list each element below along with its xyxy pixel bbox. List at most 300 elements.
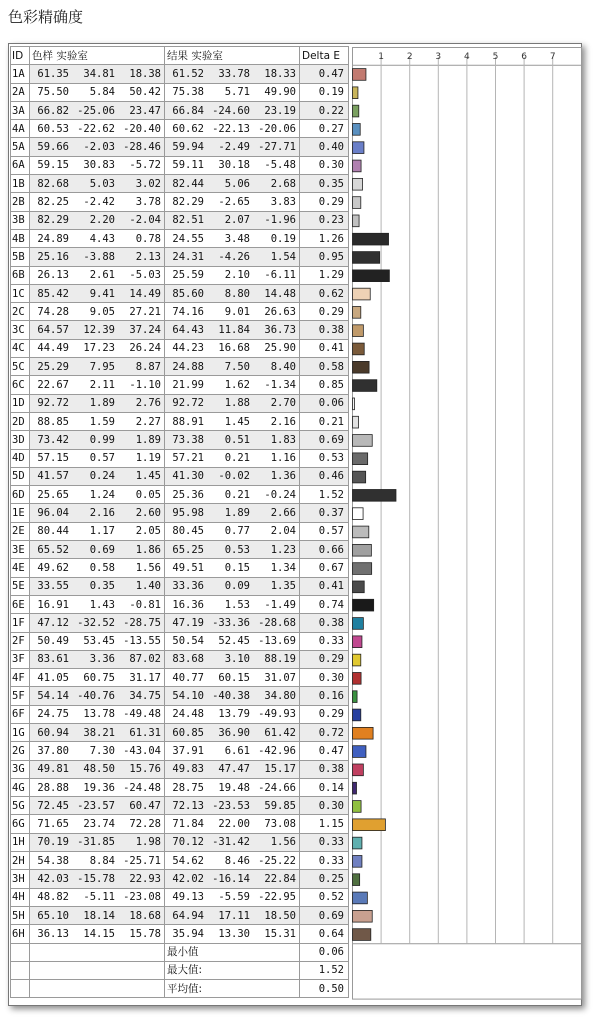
sample-lab-value: -5.11: [83, 891, 115, 904]
result-lab-value: 23.19: [264, 104, 296, 117]
row-sample-lab: [30, 522, 165, 540]
x-tick-label: 5: [492, 52, 499, 62]
result-lab-value: 17.11: [218, 909, 250, 922]
row-delta-e: 0.33: [300, 852, 349, 870]
bar-5H: [353, 910, 373, 922]
row-sample-lab: [30, 321, 165, 339]
result-lab-value: -13.69: [258, 635, 296, 648]
sample-lab-value: 60.47: [129, 799, 161, 812]
row-sample-lab: [30, 229, 165, 247]
row-result-lab: [165, 577, 300, 595]
result-lab-value: -22.95: [258, 891, 296, 904]
row-id: 6D: [11, 486, 30, 504]
row-delta-e: 0.06: [300, 394, 349, 412]
row-id: 3G: [11, 760, 30, 778]
row-delta-e: 0.27: [300, 120, 349, 138]
row-id: 1G: [11, 723, 30, 741]
table-row: [11, 467, 349, 485]
row-sample-lab: [30, 266, 165, 284]
result-lab-value: -24.66: [258, 781, 296, 794]
header-sample-lab: 色样 实验室: [30, 47, 165, 65]
table-row: [11, 577, 349, 595]
row-result-lab: [165, 559, 300, 577]
result-lab-value: -5.59: [218, 891, 250, 904]
result-lab-value: -20.06: [258, 122, 296, 135]
sample-lab-value: 49.81: [37, 763, 69, 776]
table-row: [11, 687, 349, 705]
sample-lab-value: 12.39: [83, 324, 115, 337]
bar-5B: [353, 252, 380, 264]
row-result-lab: [165, 760, 300, 778]
result-lab-value: 64.43: [172, 324, 204, 337]
row-id: 4G: [11, 778, 30, 796]
x-tick-label: 7: [549, 52, 556, 62]
table-row: [11, 650, 349, 668]
sample-lab-value: 48.50: [83, 763, 115, 776]
sample-lab-value: -25.71: [123, 854, 161, 867]
result-lab-value: 1.56: [270, 836, 296, 849]
row-id: 4A: [11, 120, 30, 138]
row-sample-lab: [30, 101, 165, 119]
row-delta-e: 0.38: [300, 760, 349, 778]
sample-lab-value: 4.43: [89, 232, 115, 245]
sample-lab-value: 0.99: [89, 433, 115, 446]
row-id: 3H: [11, 870, 30, 888]
row-sample-lab: [30, 669, 165, 687]
row-id: 2B: [11, 193, 30, 211]
sample-lab-value: 2.11: [89, 378, 115, 391]
row-result-lab: [165, 870, 300, 888]
row-id: 1C: [11, 284, 30, 302]
bar-4E: [353, 563, 372, 575]
result-lab-value: 2.70: [270, 397, 296, 410]
sample-lab-value: 54.14: [37, 690, 69, 703]
result-lab-value: 9.01: [224, 305, 250, 318]
bar-6C: [353, 380, 377, 392]
row-delta-e: 0.85: [300, 376, 349, 394]
row-id: 3D: [11, 431, 30, 449]
row-sample-lab: [30, 211, 165, 229]
result-lab-value: 33.36: [172, 580, 204, 593]
result-lab-value: 21.99: [172, 378, 204, 391]
row-id: 2E: [11, 522, 30, 540]
sample-lab-value: 61.31: [129, 726, 161, 739]
row-id: 4D: [11, 449, 30, 467]
result-lab-value: 3.83: [270, 196, 296, 209]
result-lab-value: 83.68: [172, 653, 204, 666]
sample-lab-value: 0.78: [135, 232, 161, 245]
sample-lab-value: 65.10: [37, 909, 69, 922]
sample-lab-value: 71.65: [37, 818, 69, 831]
sample-lab-value: -40.76: [77, 690, 115, 703]
sample-lab-value: 82.29: [37, 214, 69, 227]
sample-lab-value: 1.43: [89, 598, 115, 611]
row-id: 2C: [11, 303, 30, 321]
sample-lab-value: 2.16: [89, 507, 115, 520]
sample-lab-value: 57.15: [37, 452, 69, 465]
row-result-lab: [165, 778, 300, 796]
table-row: [11, 449, 349, 467]
row-id: 2D: [11, 412, 30, 430]
row-delta-e: 0.47: [300, 65, 349, 83]
row-id: 3F: [11, 650, 30, 668]
header-result-lab: 结果 实验室: [165, 47, 300, 65]
row-id: 1A: [11, 65, 30, 83]
sample-lab-value: 22.67: [37, 378, 69, 391]
result-lab-value: 54.10: [172, 690, 204, 703]
result-lab-value: 40.77: [172, 671, 204, 684]
sample-lab-value: 48.82: [37, 891, 69, 904]
row-delta-e: 0.23: [300, 211, 349, 229]
result-lab-value: 11.84: [218, 324, 250, 337]
sample-lab-value: -20.40: [123, 122, 161, 135]
result-lab-value: 49.13: [172, 891, 204, 904]
row-result-lab: [165, 101, 300, 119]
result-lab-value: 0.21: [224, 488, 250, 501]
row-result-lab: [165, 339, 300, 357]
result-lab-value: 47.19: [172, 616, 204, 629]
result-lab-value: 8.46: [224, 854, 250, 867]
sample-lab-value: 37.80: [37, 744, 69, 757]
sample-lab-value: 44.49: [37, 342, 69, 355]
table-row: [11, 669, 349, 687]
result-lab-value: 24.88: [172, 360, 204, 373]
sample-lab-value: 8.87: [135, 360, 161, 373]
table-row: [11, 412, 349, 430]
row-sample-lab: [30, 376, 165, 394]
sample-lab-value: -28.75: [123, 616, 161, 629]
result-lab-value: 8.80: [224, 287, 250, 300]
table-row: [11, 705, 349, 723]
bar-4D: [353, 453, 368, 465]
row-id: 6F: [11, 705, 30, 723]
row-delta-e: 0.30: [300, 669, 349, 687]
sample-lab-value: 82.68: [37, 177, 69, 190]
bar-2E: [353, 526, 369, 538]
row-result-lab: [165, 303, 300, 321]
row-sample-lab: [30, 467, 165, 485]
result-lab-value: 1.23: [270, 543, 296, 556]
table-row: [11, 723, 349, 741]
summary-empty: [30, 980, 165, 998]
sample-lab-value: 61.35: [37, 67, 69, 80]
row-delta-e: 0.66: [300, 541, 349, 559]
row-delta-e: 0.37: [300, 504, 349, 522]
table-row: [11, 797, 349, 815]
table-row: [11, 211, 349, 229]
row-result-lab: [165, 669, 300, 687]
result-lab-value: -6.11: [264, 269, 296, 282]
table-row: [11, 193, 349, 211]
row-result-lab: [165, 888, 300, 906]
result-lab-value: 49.90: [264, 86, 296, 99]
table-row: [11, 595, 349, 613]
row-sample-lab: [30, 486, 165, 504]
header-id: ID: [11, 47, 30, 65]
row-sample-lab: [30, 83, 165, 101]
sample-lab-value: -2.42: [83, 196, 115, 209]
row-sample-lab: [30, 925, 165, 943]
sample-lab-value: 75.50: [37, 86, 69, 99]
sample-lab-value: 2.13: [135, 250, 161, 263]
row-sample-lab: [30, 577, 165, 595]
row-id: 1E: [11, 504, 30, 522]
sample-lab-value: 53.45: [83, 635, 115, 648]
row-id: 5A: [11, 138, 30, 156]
row-id: 5C: [11, 358, 30, 376]
row-result-lab: [165, 742, 300, 760]
result-lab-value: -49.93: [258, 708, 296, 721]
result-lab-value: 1.16: [270, 452, 296, 465]
result-lab-value: -0.02: [218, 470, 250, 483]
row-result-lab: [165, 266, 300, 284]
result-lab-value: 2.66: [270, 507, 296, 520]
result-lab-value: 36.90: [218, 726, 250, 739]
table-row: [11, 175, 349, 193]
result-lab-value: -22.13: [212, 122, 250, 135]
bar-6H: [353, 929, 371, 941]
result-lab-value: 28.75: [172, 781, 204, 794]
x-tick-label: 1: [378, 52, 384, 62]
row-result-lab: [165, 595, 300, 613]
table-row: [11, 248, 349, 266]
sample-lab-value: 23.47: [129, 104, 161, 117]
table-row: [11, 284, 349, 302]
result-lab-value: -2.65: [218, 196, 250, 209]
summary-value: 0.06: [300, 943, 349, 961]
row-sample-lab: [30, 687, 165, 705]
result-lab-value: 25.36: [172, 488, 204, 501]
result-lab-value: 5.06: [224, 177, 250, 190]
row-result-lab: [165, 705, 300, 723]
row-result-lab: [165, 723, 300, 741]
table-row: [11, 614, 349, 632]
row-delta-e: 0.58: [300, 358, 349, 376]
table-row: [11, 906, 349, 924]
summary-value: 0.50: [300, 980, 349, 998]
sample-lab-value: -49.48: [123, 708, 161, 721]
row-delta-e: 0.62: [300, 284, 349, 302]
result-lab-value: 24.31: [172, 250, 204, 263]
result-lab-value: 0.21: [224, 452, 250, 465]
row-sample-lab: [30, 412, 165, 430]
sample-lab-value: 59.66: [37, 141, 69, 154]
sample-lab-value: 25.16: [37, 250, 69, 263]
sample-lab-value: 16.91: [37, 598, 69, 611]
row-result-lab: [165, 65, 300, 83]
result-lab-value: -40.38: [212, 690, 250, 703]
result-lab-value: 65.25: [172, 543, 204, 556]
bar-4G: [353, 782, 357, 794]
table-row: [11, 870, 349, 888]
sample-lab-value: 36.13: [37, 927, 69, 940]
sample-lab-value: 24.75: [37, 708, 69, 721]
sample-lab-value: 60.94: [37, 726, 69, 739]
x-tick-label: 2: [406, 52, 413, 62]
sample-lab-value: 2.60: [135, 507, 161, 520]
row-sample-lab: [30, 815, 165, 833]
sample-lab-value: 47.12: [37, 616, 69, 629]
result-lab-value: 73.08: [264, 818, 296, 831]
row-result-lab: [165, 906, 300, 924]
row-sample-lab: [30, 870, 165, 888]
row-sample-lab: [30, 541, 165, 559]
row-delta-e: 0.69: [300, 431, 349, 449]
row-id: 5H: [11, 906, 30, 924]
result-lab-value: 82.44: [172, 177, 204, 190]
bar-3A: [353, 105, 359, 117]
result-lab-value: 0.19: [270, 232, 296, 245]
sample-lab-value: -0.81: [129, 598, 161, 611]
row-id: 5G: [11, 797, 30, 815]
summary-empty: [30, 961, 165, 979]
bar-1G: [353, 727, 374, 739]
result-lab-value: 16.68: [218, 342, 250, 355]
result-lab-value: 2.07: [224, 214, 250, 227]
sample-lab-value: 1.89: [135, 433, 161, 446]
result-lab-value: -25.22: [258, 854, 296, 867]
sample-lab-value: -31.85: [77, 836, 115, 849]
row-delta-e: 1.26: [300, 229, 349, 247]
bar-3D: [353, 435, 373, 447]
sample-lab-value: 2.27: [135, 415, 161, 428]
sample-lab-value: 0.58: [89, 561, 115, 574]
result-lab-value: 24.55: [172, 232, 204, 245]
table-row: [11, 632, 349, 650]
result-lab-value: -27.71: [258, 141, 296, 154]
result-lab-value: -1.49: [264, 598, 296, 611]
bar-3H: [353, 874, 360, 886]
sample-lab-value: 2.61: [89, 269, 115, 282]
bar-3E: [353, 544, 372, 556]
sample-lab-value: 50.42: [129, 86, 161, 99]
result-lab-value: 61.52: [172, 67, 204, 80]
summary-label: 最小值: [165, 943, 300, 961]
result-lab-value: 33.78: [218, 67, 250, 80]
result-lab-value: 19.48: [218, 781, 250, 794]
row-result-lab: [165, 412, 300, 430]
sample-lab-value: 0.35: [89, 580, 115, 593]
row-sample-lab: [30, 175, 165, 193]
bar-5C: [353, 361, 370, 373]
row-delta-e: 0.52: [300, 888, 349, 906]
sample-lab-value: 9.41: [89, 287, 115, 300]
result-lab-value: 0.53: [224, 543, 250, 556]
row-sample-lab: [30, 193, 165, 211]
row-id: 1F: [11, 614, 30, 632]
row-id: 4E: [11, 559, 30, 577]
table-header-row: [11, 47, 349, 65]
row-id: 1H: [11, 833, 30, 851]
result-lab-value: 0.09: [224, 580, 250, 593]
row-result-lab: [165, 504, 300, 522]
table-row: [11, 486, 349, 504]
row-delta-e: 0.41: [300, 577, 349, 595]
sample-lab-value: 30.83: [83, 159, 115, 172]
row-delta-e: 0.29: [300, 705, 349, 723]
sample-lab-value: 2.76: [135, 397, 161, 410]
sample-lab-value: 22.93: [129, 873, 161, 885]
sample-lab-value: 28.88: [37, 781, 69, 794]
summary-row: [11, 943, 349, 961]
row-result-lab: [165, 522, 300, 540]
sample-lab-value: 24.89: [37, 232, 69, 245]
sample-lab-value: 1.86: [135, 543, 161, 556]
bar-3F: [353, 654, 361, 666]
row-sample-lab: [30, 760, 165, 778]
row-sample-lab: [30, 248, 165, 266]
row-id: 5F: [11, 687, 30, 705]
result-lab-value: 14.48: [264, 287, 296, 300]
result-lab-value: 88.91: [172, 415, 204, 428]
sample-lab-value: 60.53: [37, 122, 69, 135]
sample-lab-value: 1.56: [135, 561, 161, 574]
result-lab-value: 24.48: [172, 708, 204, 721]
sample-lab-value: 17.23: [83, 342, 115, 355]
row-sample-lab: [30, 632, 165, 650]
delta-e-bar-chart: [352, 47, 583, 1005]
bar-3B: [353, 215, 360, 227]
sample-lab-value: 66.82: [37, 104, 69, 117]
sample-lab-value: 65.52: [37, 543, 69, 556]
sample-lab-value: -5.72: [129, 159, 161, 172]
table-row: [11, 431, 349, 449]
table-row: [11, 83, 349, 101]
sample-lab-value: 15.76: [129, 763, 161, 776]
row-id: 3B: [11, 211, 30, 229]
row-id: 1B: [11, 175, 30, 193]
summary-empty: [30, 943, 165, 961]
result-lab-value: 59.94: [172, 141, 204, 154]
sample-lab-value: 5.84: [89, 86, 115, 99]
row-delta-e: 0.40: [300, 138, 349, 156]
bar-4B: [353, 233, 389, 245]
row-delta-e: 0.22: [300, 101, 349, 119]
result-lab-value: -16.14: [212, 873, 250, 885]
sample-lab-value: 34.81: [83, 67, 115, 80]
result-lab-value: 71.84: [172, 818, 204, 831]
result-lab-value: -23.53: [212, 799, 250, 812]
sample-lab-value: 18.68: [129, 909, 161, 922]
result-lab-value: 0.15: [224, 561, 250, 574]
row-result-lab: [165, 229, 300, 247]
sample-lab-value: -43.04: [123, 744, 161, 757]
result-lab-value: 0.77: [224, 525, 250, 538]
sample-lab-value: 3.02: [135, 177, 161, 190]
row-id: 4B: [11, 229, 30, 247]
result-lab-value: 2.10: [224, 269, 250, 282]
row-delta-e: 0.38: [300, 614, 349, 632]
row-delta-e: 0.57: [300, 522, 349, 540]
sample-lab-value: -24.48: [123, 781, 161, 794]
table-row: [11, 760, 349, 778]
sample-lab-value: 80.44: [37, 525, 69, 538]
table-row: [11, 358, 349, 376]
result-lab-value: 30.18: [218, 159, 250, 172]
sample-lab-value: 23.74: [83, 818, 115, 831]
result-lab-value: 1.35: [270, 580, 296, 593]
row-delta-e: 0.53: [300, 449, 349, 467]
bar-4A: [353, 124, 361, 136]
row-result-lab: [165, 394, 300, 412]
row-delta-e: 0.29: [300, 193, 349, 211]
result-lab-value: 1.83: [270, 433, 296, 446]
row-delta-e: 0.46: [300, 467, 349, 485]
result-lab-value: 1.36: [270, 470, 296, 483]
row-result-lab: [165, 449, 300, 467]
bar-2C: [353, 307, 361, 319]
row-id: 2F: [11, 632, 30, 650]
